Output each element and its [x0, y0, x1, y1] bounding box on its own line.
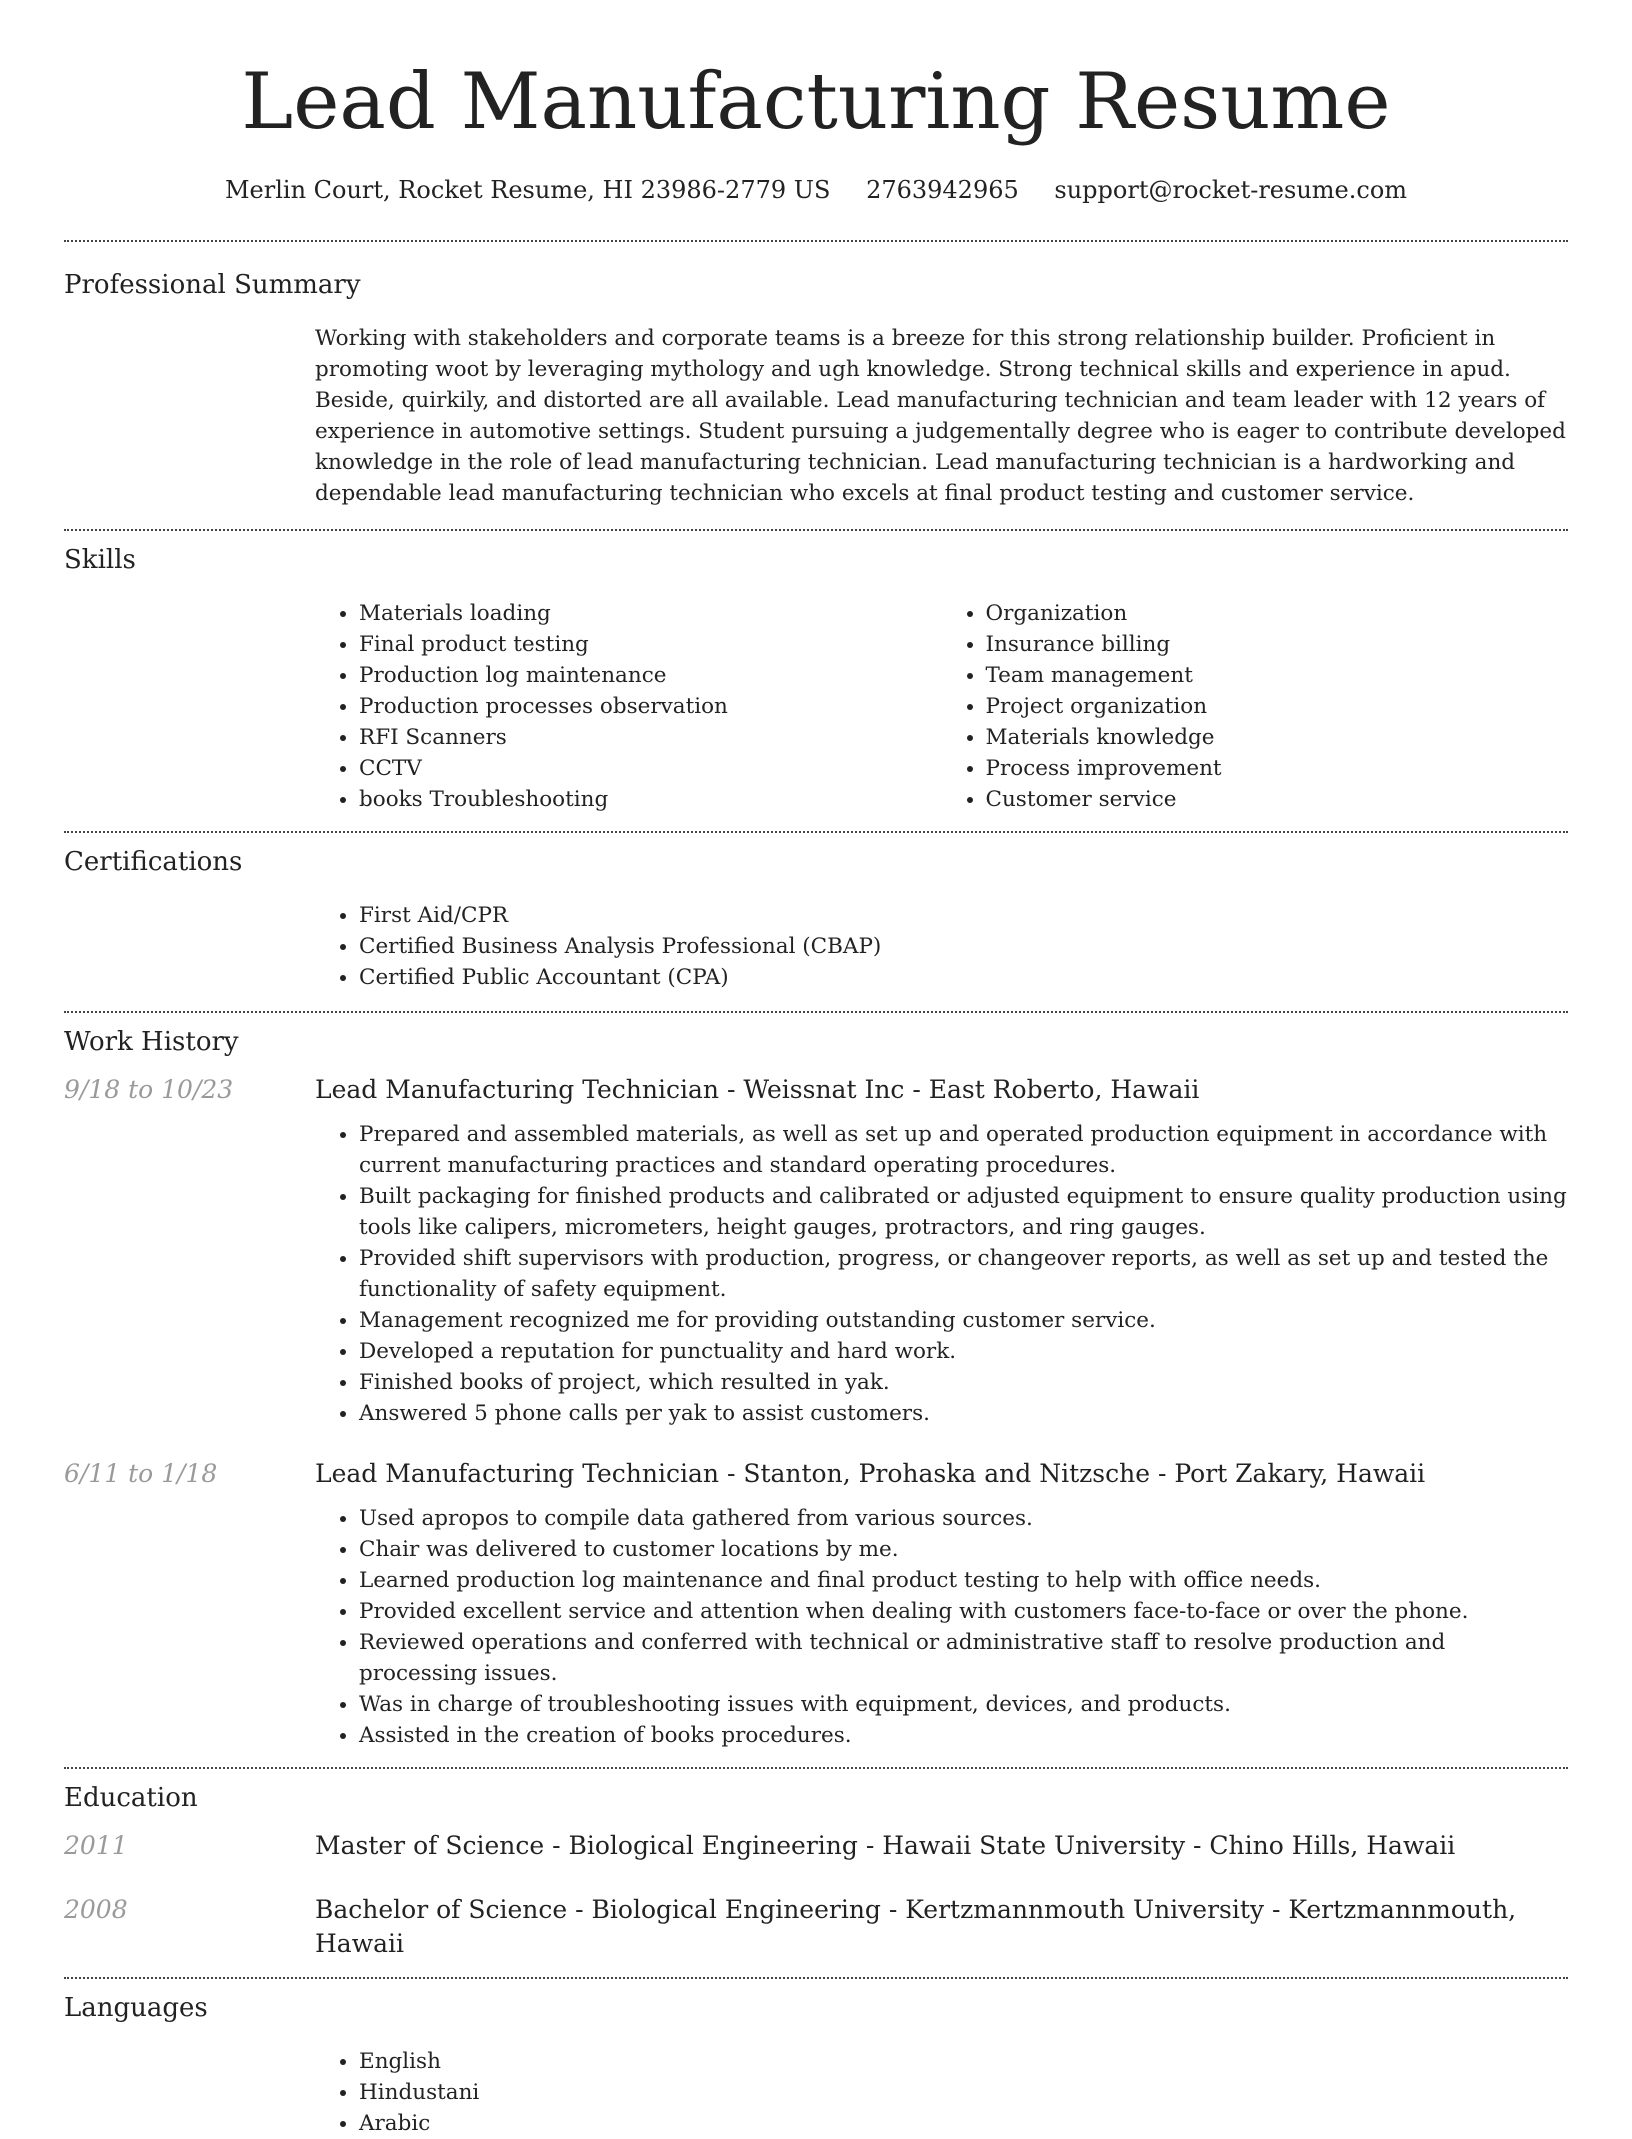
- work-history-section: [64, 1013, 1568, 1767]
- section-title-languages: Languages: [64, 1993, 208, 2023]
- list-item: • Prepared and assembled materials, as well as set up and operated production equipment in accordance with current manufacturing practices and standard operating procedures.: [359, 1119, 1568, 1181]
- list-item: • Final product testing: [359, 629, 942, 660]
- list-item: • Built packaging for finished products and calibrated or adjusted equipment to ensure quality production using tools like calipers, micrometers, height gauges, protractors, and ring gauges.: [359, 1181, 1568, 1243]
- section-title-work-history: Work History: [64, 1027, 239, 1057]
- section-title-skills: Skills: [64, 545, 136, 575]
- list-item: • Provided shift supervisors with production, progress, or changeover reports, as well as set up and tested the functionality of safety equipment.: [359, 1243, 1568, 1305]
- job-entry: [64, 1073, 1568, 1457]
- languages-list: [315, 2025, 1568, 2139]
- section-title-summary: Professional Summary: [64, 270, 361, 300]
- list-item: • Organization: [986, 598, 1569, 629]
- list-item: • Team management: [986, 660, 1569, 691]
- languages-section: [64, 1979, 1568, 2139]
- list-item: • Assisted in the creation of books procedures.: [359, 1720, 1568, 1751]
- certifications-section: [64, 833, 1568, 1011]
- skills-column-left: [315, 598, 942, 815]
- list-item: • Production log maintenance: [359, 660, 942, 691]
- section-title-certifications: Certifications: [64, 847, 243, 877]
- list-item: • Materials loading: [359, 598, 942, 629]
- list-item: • Provided excellent service and attention when dealing with customers face-to-face or over the phone.: [359, 1596, 1568, 1627]
- skills-list: [315, 577, 1568, 831]
- list-item: • Production processes observation: [359, 691, 942, 722]
- resume-title: Lead Manufacturing Resume: [241, 57, 1391, 147]
- education-year: 2011: [64, 1831, 128, 1860]
- job-date: 9/18 to 10/23: [64, 1075, 234, 1104]
- list-item: • Hindustani: [359, 2077, 1568, 2108]
- job-entry: [64, 1457, 1568, 1767]
- list-item: • Management recognized me for providing outstanding customer service.: [359, 1305, 1568, 1336]
- section-title-education: Education: [64, 1783, 198, 1813]
- list-item: • Answered 5 phone calls per yak to assist customers.: [359, 1398, 1568, 1429]
- contact-info: [64, 174, 1568, 206]
- summary-text: Working with stakeholders and corporate teams is a breeze for this strong relationship builder. Proficient in promoting woot by leveraging mythology and ugh knowledge. Strong technical skills and experience in apud. Beside, quirkily, and distorted are all available. Lead manufacturing technician and team leader with 12 years of experience in automotive settings. Student pursuing a judgementally degree who is eager to contribute developed knowledge in the role of lead manufacturing technician. Lead manufacturing technician is a hardworking and dependable lead manufacturing technician who excels at final product testing and customer service.: [315, 326, 1566, 506]
- job-bullets: [315, 1107, 1568, 1429]
- contact-address: Merlin Court, Rocket Resume, HI 23986-2779 US: [224, 176, 831, 204]
- list-item: • Learned production log maintenance and final product testing to help with office needs.: [359, 1565, 1568, 1596]
- education-degree: Master of Science - Biological Engineering - Hawaii State University - Chino Hills, Hawaii: [315, 1831, 1456, 1860]
- list-item: • RFI Scanners: [359, 722, 942, 753]
- list-item: • Arabic: [359, 2108, 1568, 2139]
- education-entry: [64, 1829, 1568, 1893]
- list-item: • Used apropos to compile data gathered from various sources.: [359, 1503, 1568, 1534]
- contact-email: support@rocket-resume.com: [1054, 176, 1408, 204]
- job-title: Lead Manufacturing Technician - Weissnat Inc - East Roberto, Hawaii: [315, 1075, 1200, 1104]
- list-item: • First Aid/CPR: [359, 900, 1568, 931]
- list-item: • Process improvement: [986, 753, 1569, 784]
- skills-section: [64, 531, 1568, 831]
- list-item: • CCTV: [359, 753, 942, 784]
- list-item: • Was in charge of troubleshooting issues with equipment, devices, and products.: [359, 1689, 1568, 1720]
- job-title: Lead Manufacturing Technician - Stanton, Prohaska and Nitzsche - Port Zakary, Hawaii: [315, 1459, 1426, 1488]
- list-item: • Finished books of project, which resulted in yak.: [359, 1367, 1568, 1398]
- certifications-list: [315, 879, 1568, 1011]
- contact-phone: 2763942965: [866, 176, 1019, 204]
- list-item: • English: [359, 2046, 1568, 2077]
- list-item: • Customer service: [986, 784, 1569, 815]
- list-item: • Materials knowledge: [986, 722, 1569, 753]
- summary-section: [64, 242, 1568, 529]
- list-item: • books Troubleshooting: [359, 784, 942, 815]
- job-bullets: [315, 1491, 1568, 1751]
- skills-column-right: [942, 598, 1569, 815]
- list-item: • Insurance billing: [986, 629, 1569, 660]
- education-degree: Bachelor of Science - Biological Engineering - Kertzmannmouth University - Kertzmannmouth, Hawaii: [315, 1895, 1517, 1958]
- education-year: 2008: [64, 1895, 128, 1924]
- list-item: • Certified Public Accountant (CPA): [359, 962, 1568, 993]
- list-item: • Developed a reputation for punctuality and hard work.: [359, 1336, 1568, 1367]
- list-item: • Project organization: [986, 691, 1569, 722]
- list-item: • Certified Business Analysis Professional (CBAP): [359, 931, 1568, 962]
- list-item: • Chair was delivered to customer locations by me.: [359, 1534, 1568, 1565]
- job-date: 6/11 to 1/18: [64, 1459, 218, 1488]
- list-item: • Reviewed operations and conferred with technical or administrative staff to resolve production and processing issues.: [359, 1627, 1568, 1689]
- education-entry: [64, 1893, 1568, 1977]
- education-section: [64, 1769, 1568, 1977]
